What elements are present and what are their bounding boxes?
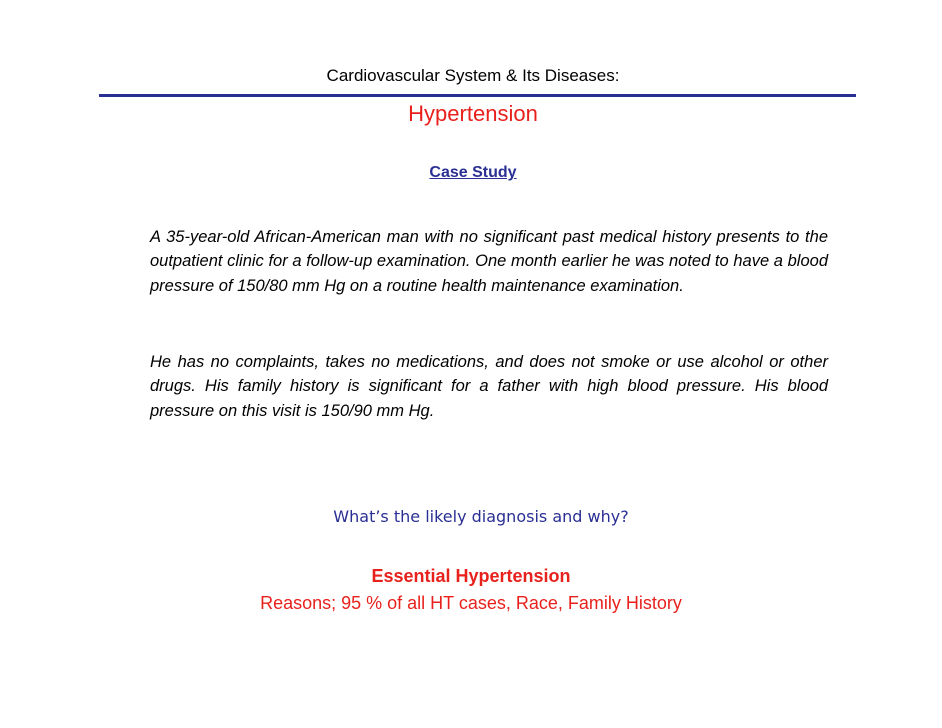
case-paragraph-2: He has no complaints, takes no medications, and does not smoke or use alcohol or other drugs. His family history is significant for a father with high blood pressure. His blood pressure on this visit is 150/90 mm Hg. [150, 353, 828, 420]
answer-title: Essential Hypertension [371, 566, 571, 586]
answer-reasons: Reasons; 95 % of all HT cases, Race, Family History [260, 593, 682, 613]
case-study-heading: Case Study [429, 164, 517, 181]
diagnosis-question: What’s the likely diagnosis and why? [333, 507, 629, 526]
topic-title: Hypertension [408, 101, 538, 126]
header-title: Cardiovascular System & Its Diseases: [326, 66, 620, 85]
case-paragraph-1: A 35-year-old African-American man with no significant past medical history presents to the outpatient clinic for a follow-up examination. One month earlier he was noted to have a blood pressure of 150/80 mm Hg on a routine health maintenance examination. [150, 228, 828, 295]
header-divider [99, 94, 856, 97]
